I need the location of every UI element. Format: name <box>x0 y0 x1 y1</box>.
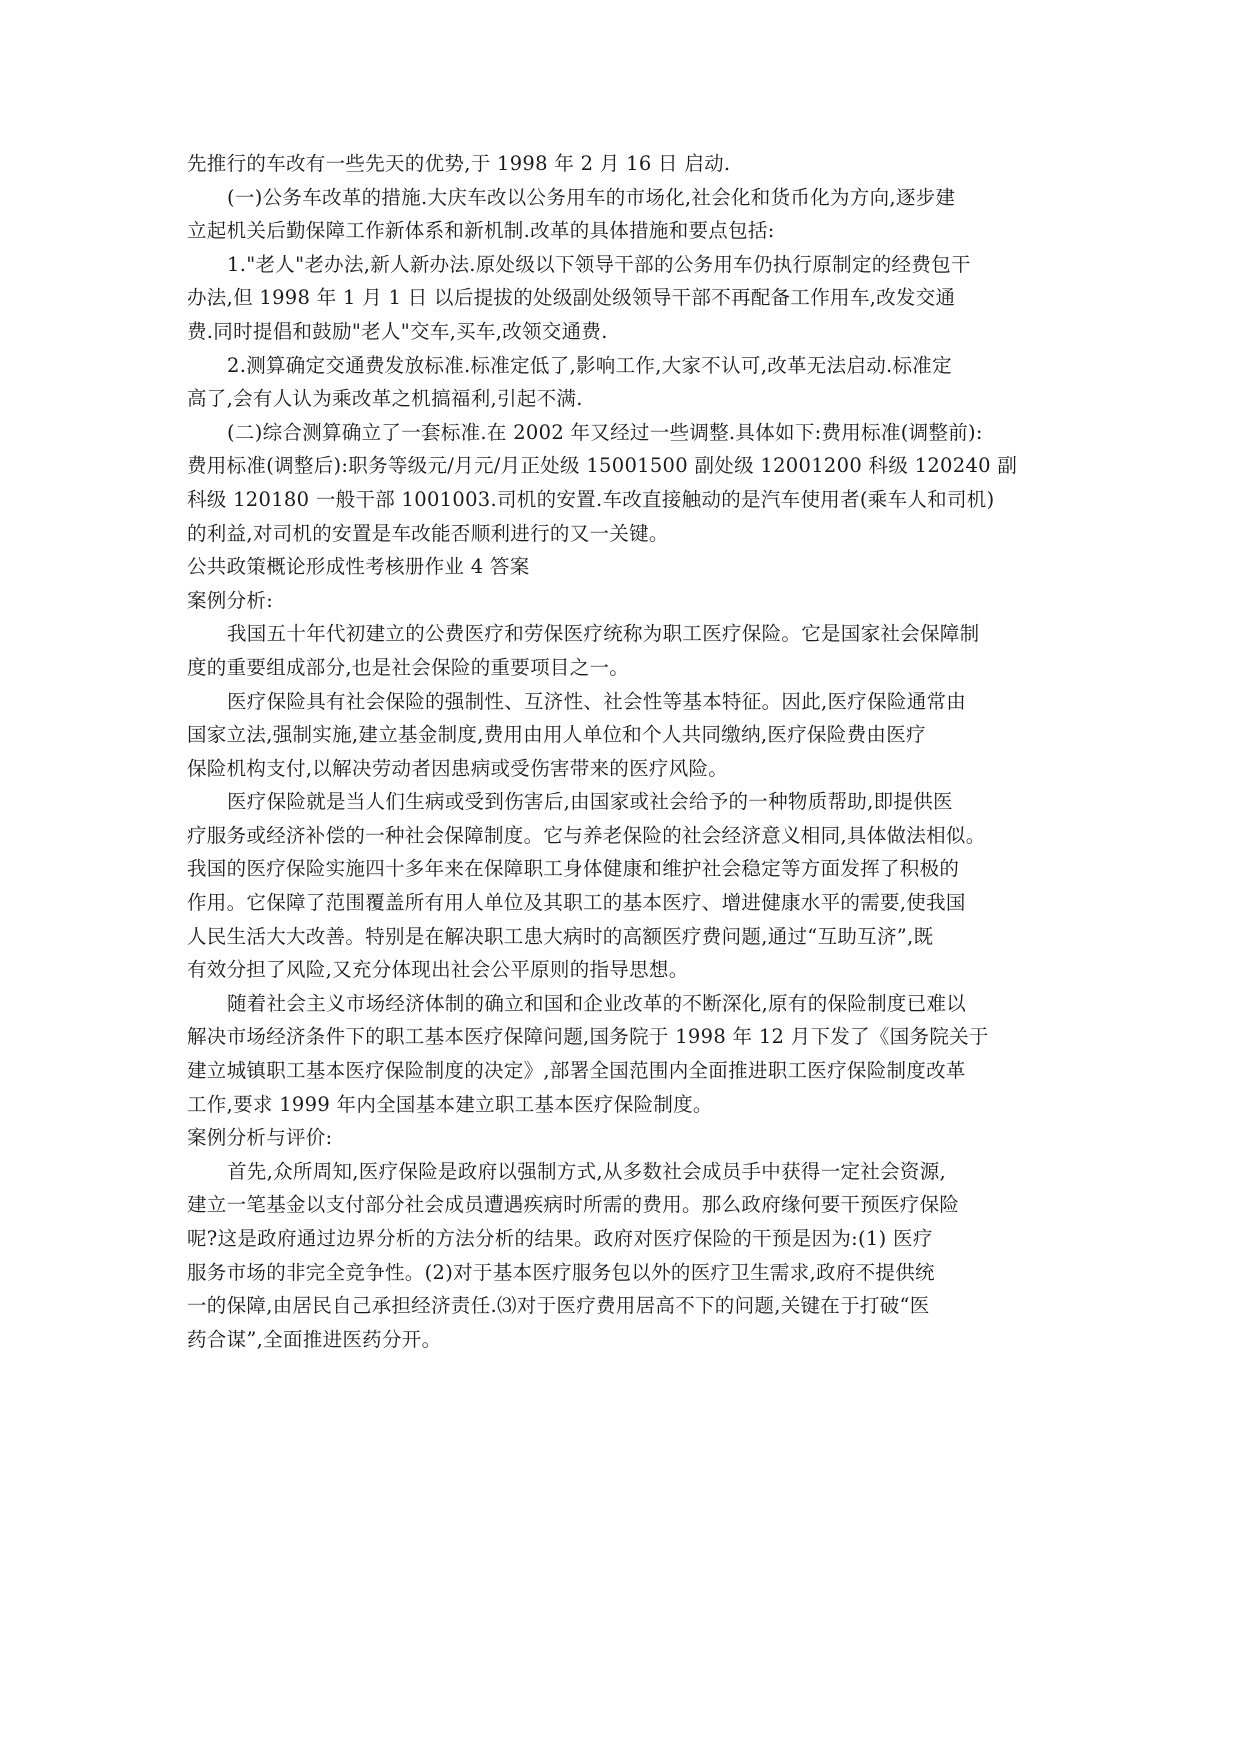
text-line: 国家立法,强制实施,建立基金制度,费用由用人单位和个人共同缴纳,医疗保险费由医疗 <box>187 723 926 747</box>
section-heading: 案例分析与评价: <box>187 1126 333 1150</box>
text-line: 医疗保险就是当人们生病或受到伤害后,由国家或社会给予的一种物质帮助,即提供医 <box>227 790 953 814</box>
text-line: 办法,但 1998 年 1 月 1 日 以后提拔的处级副处级领导干部不再配备工作用车,改发交通 <box>187 286 956 310</box>
text-line: 费用标准(调整后):职务等级元/月元/月正处级 15001500 副处级 12001200 科级 120240 副 <box>187 454 1018 478</box>
text-line: 疗服务或经济补偿的一种社会保障制度。它与养老保险的社会经济意义相同,具体做法相似。 <box>187 823 986 847</box>
text-line: 人民生活大大改善。特别是在解决职工患大病时的高额医疗费问题,通过“互助互济”,既 <box>187 924 934 948</box>
text-line: 我国五十年代初建立的公费医疗和劳保医疗统称为职工医疗保险。它是国家社会保障制 <box>227 622 980 646</box>
text-line: 服务市场的非完全竞争性。(2)对于基本医疗服务包以外的医疗卫生需求,政府不提供统 <box>187 1260 935 1284</box>
text-line: (二)综合测算确立了一套标准.在 2002 年又经过一些调整.具体如下:费用标准(调整前): <box>227 420 983 444</box>
text-line: 度的重要组成部分,也是社会保险的重要项目之一。 <box>187 655 630 679</box>
text-line: 1."老人"老办法,新人新办法.原处级以下领导干部的公务用车仍执行原制定的经费包干 <box>227 252 971 276</box>
text-line: 高了,会有人认为乘改革之机搞福利,引起不满. <box>187 387 583 411</box>
text-line: 2.测算确定交通费发放标准.标准定低了,影响工作,大家不认可,改革无法启动.标准定 <box>227 353 952 377</box>
text-line: 作用。它保障了范围覆盖所有用人单位及其职工的基本医疗、增进健康水平的需要,使我国 <box>187 891 966 915</box>
text-line: 一的保障,由居民自己承担经济责任.⑶对于医疗费用居高不下的问题,关键在于打破“医 <box>187 1294 930 1318</box>
text-line: 药合谋”,全面推进医药分开。 <box>187 1327 442 1351</box>
text-line: 医疗保险具有社会保险的强制性、互济性、社会性等基本特征。因此,医疗保险通常由 <box>227 689 967 713</box>
text-line: 立起机关后勤保障工作新体系和新机制.改革的具体措施和要点包括: <box>187 219 775 243</box>
text-line: 先推行的车改有一些先天的优势,于 1998 年 2 月 16 日 启动. <box>187 152 731 175</box>
text-line: 的利益,对司机的安置是车改能否顺利进行的又一关键。 <box>187 521 669 545</box>
text-line: 保险机构支付,以解决劳动者因患病或受伤害带来的医疗风险。 <box>187 756 729 780</box>
text-line: 工作,要求 1999 年内全国基本建立职工基本医疗保险制度。 <box>187 1092 713 1116</box>
text-line: 建立一笔基金以支付部分社会成员遭遇疾病时所需的费用。那么政府缘何要干预医疗保险 <box>187 1193 960 1217</box>
text-line: 呢?这是政府通过边界分析的方法分析的结果。政府对医疗保险的干预是因为:(1) 医疗 <box>187 1227 933 1250</box>
section-heading: 案例分析: <box>187 588 274 612</box>
text-line: 我国的医疗保险实施四十多年来在保障职工身体健康和维护社会稳定等方面发挥了积极的 <box>187 857 960 881</box>
text-line: 解决市场经济条件下的职工基本医疗保障问题,国务院于 1998 年 12 月下发了《国务院关于 <box>187 1025 989 1049</box>
text-line: 有效分担了风险,又充分体现出社会公平原则的指导思想。 <box>187 958 689 982</box>
text-line: 费.同时提倡和鼓励"老人"交车,买车,改领交通费. <box>187 319 608 343</box>
section-title: 公共政策概论形成性考核册作业 4 答案 <box>187 555 530 579</box>
text-line: 首先,众所周知,医疗保险是政府以强制方式,从多数社会成员手中获得一定社会资源, <box>227 1159 946 1183</box>
document-body <box>187 147 1057 1356</box>
text-line: 建立城镇职工基本医疗保险制度的决定》,部署全国范围内全面推进职工医疗保险制度改革 <box>187 1059 966 1083</box>
text-line: 科级 120180 一般干部 1001003.司机的安置.车改直接触动的是汽车使用者(乘车人和司机) <box>187 487 995 511</box>
text-line: 随着社会主义市场经济体制的确立和国和企业改革的不断深化,原有的保险制度已难以 <box>227 991 967 1015</box>
text-line: (一)公务车改革的措施.大庆车改以公务用车的市场化,社会化和货币化为方向,逐步建 <box>227 185 956 209</box>
